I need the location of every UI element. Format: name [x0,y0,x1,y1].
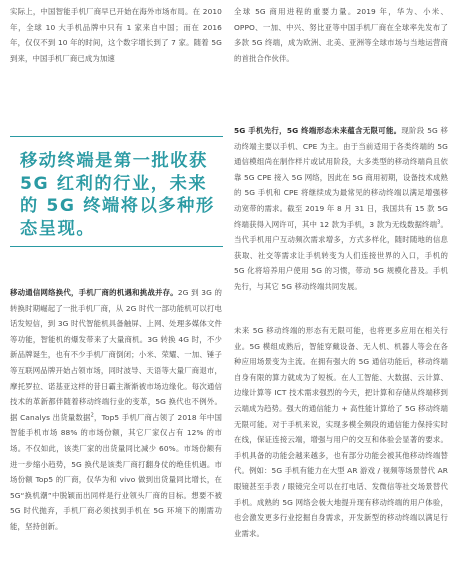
pull-quote-text: 移动终端是第一批收获 5G 红利的行业，未来的 5G 终端将以多种形态呈现。 [20,151,215,239]
section-body-continued: ，Top5 手机厂商占领了 2018 年中国智能手机市场 88% 的市场份额，其它厂家仅占有 12% 的市场。不仅如此，该类厂家的出货量同比减少 60%。市场份额有进一步缩小趋势，5G 换代是该类厂商打翻身仗的绝佳机遇。市场份额 Top5 的厂商，仅华为和 vivo 做到出货量同比增长，在 5G“换机潮”中脱颖而出同样是行业领头厂商的目标。想要不被 5G 时代抛弃，手机厂商必须找到手机在 5G 环境下的刚需功能，坚持创新。 [10,412,222,531]
section-body-continued: 。当代手机用户互动频次需求增多，方式多样化，随时随地的信息获取、社交等需求让手机转变为人们连接世界的入口，手机的 5G 化将培养用户使用 5G 的习惯，带动 5G 规模化普及。手机先行，与其它 5G 移动终端共同发展。 [234,219,448,291]
section-network-change-text [10,285,222,535]
section-body: 2G 到 3G 的转换时期崛起了一批手机厂商，从 2G 时代一部功能机可以打电话发短信，到 3G 时代智能机具备触屏、上网、处理多媒体文件等功能，智能机的爆发带来了大量商机。3G 转换 4G 时，不少新品牌诞生，也有不少手机厂商倒闭；小米、荣耀、一加、锤子等互联网品牌开始占领市场，同时波导、天语等大量厂商退市，摩托罗拉、诺基亚这样的昔日霸主渐渐被市场边缘化。每次通信技术的革新都伴随着移动终端行业的变革，5G 换代也不例外。据 Canalys 出货量数据 [10,288,223,422]
section-phone-first-text [234,123,448,295]
intro-paragraph-left [10,4,222,66]
section-heading-network-change: 移动通信网络换代，手机厂商的机遇和挑战并存。 [10,288,178,297]
section-phone-first [234,123,448,295]
intro-text-left: 实际上，中国智能手机厂商早已开始在海外市场布局。在 2010 年，全球 10 大手机品牌中只有 1 家来自中国；而在 2016 年，仅仅不到 10 年的时间，这个数字增长到了 7 家。随着 5G 到来，中国手机厂商已成为加速 [10,7,222,63]
footnote-ref: 3 [437,219,441,226]
section-future-terminals-text: 未来 5G 移动终端的形态有无限可能，也将更多应用在相关行业。5G 模组成熟后，智能穿戴设备、无人机、机器人等会在各种应用场景变为主流。在拥有强大的 5G 通信功能后，移动终端自身有限的算力就成为了短板。在人工智能、大数据、云计算、边缘计算等 ICT 技术需求强烈的今天，把计算和存储从终端移到云端成为趋势。强大的通信能力 + 高性能计算给了 5G 移动终端无限可能。对于手机来说，实现多模全频段的通信能力保持实时在线，保证连接云端，增强与用户的交互和体验会显著的要求。手机具备的功能会越来越多，也有部分功能会被其他移动终端替代。例如：5G 手机有能力在大型 AR 游戏 / 视频等场景替代 AR 眼镜甚至手表 / 眼镜完全可以在打电话、发微信等社交场景替代手机。成熟的 5G 网络会极大地提升现有移动终端的用户体验，也会激发更多行业挖掘自身需求，开发新型的移动终端以满足行业需求。 [234,326,448,538]
section-body: 现阶段 5G 移动终端主要以手机、CPE 为主。由于当前适用于各类终端的 5G 通信模组尚在制作样片或试用阶段，大多类型的移动终端尚且依靠 5G CPE 接入 5G 网络，因此在 5G 商用初期，设备技术成熟的 5G 手机和 CPE 将继续成为最常见的移动终端以满足增强移动宽带的需求。截至 2019 年 8 月 31 日，我国共有 15 款 5G 终端获得入网许可，其中 12 款为手机，3 款为无线数据终端 [234,126,448,229]
section-future-terminals [234,323,448,541]
intro-text-right: 全球 5G 商用进程的重要力量。2019 年，华为、小米、OPPO、一加、中兴、努比亚等中国手机厂商在全球率先发布了多款 5G 终端，成为欧洲、北美、亚洲等全球市场与当地运营商的首批合作伙伴。 [234,7,448,63]
intro-paragraph-right [234,4,448,66]
section-heading-phone-first: 5G 手机先行，5G 终端形态未来蕴含无限可能。 [234,126,402,135]
pull-quote [10,136,223,247]
footnote-ref: 2 [90,412,94,419]
section-network-change [10,285,222,535]
